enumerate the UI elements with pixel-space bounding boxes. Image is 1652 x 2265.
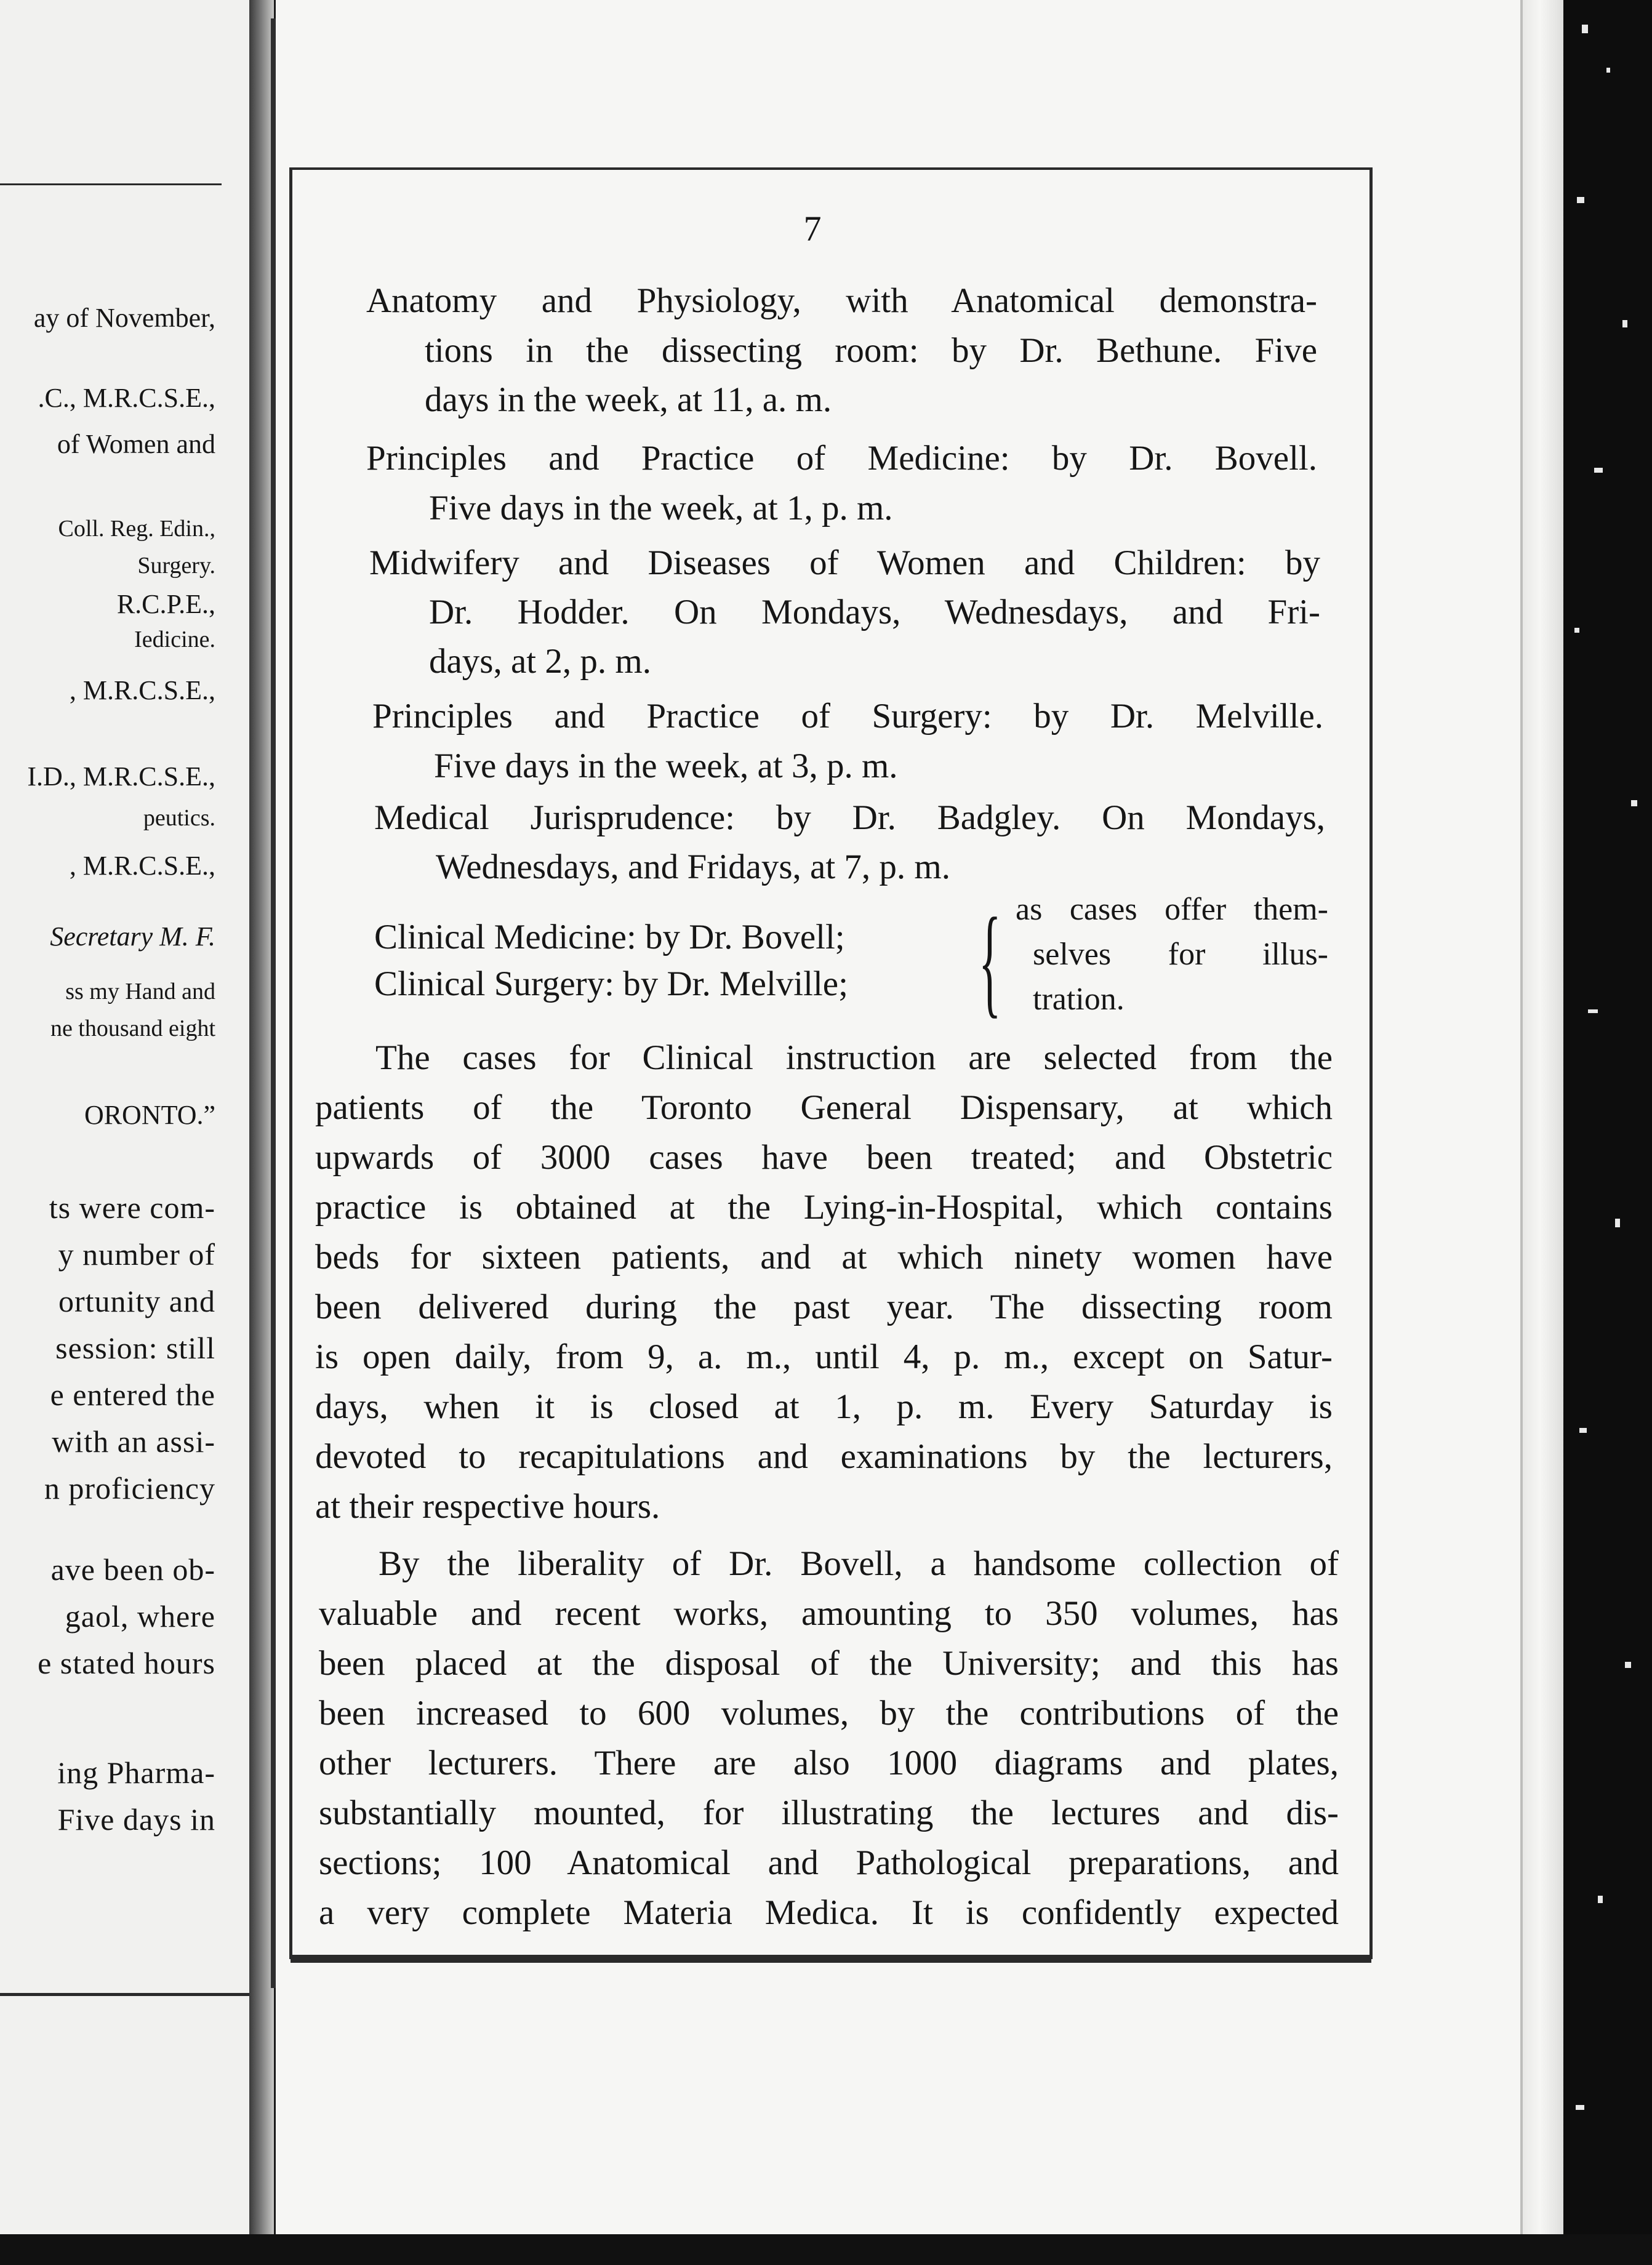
left-line: ay of November, bbox=[33, 303, 215, 333]
left-line: ing Pharma- bbox=[57, 1755, 215, 1790]
paragraph-2-line: been increased to 600 volumes, by the contributions of the bbox=[319, 1694, 1339, 1733]
paragraph-1-line: beds for sixteen patients, and at which ninety women have bbox=[315, 1238, 1333, 1277]
book-spine-line bbox=[271, 18, 276, 1988]
paragraph-2-line: a very complete Materia Medica. It is confidently expected bbox=[319, 1893, 1339, 1932]
lecture-midwifery-line-2: Dr. Hodder. On Mondays, Wednesdays, and Fri- bbox=[429, 593, 1320, 631]
clinical-note-line-2: selves for illus- bbox=[1033, 937, 1328, 972]
left-line: with an assi- bbox=[52, 1424, 215, 1459]
left-line: ss my Hand and bbox=[65, 979, 215, 1004]
left-line: session: still bbox=[55, 1331, 215, 1365]
paragraph-2-line: valuable and recent works, amounting to 350 volumes, has bbox=[319, 1594, 1339, 1633]
left-line: , M.R.C.S.E., bbox=[69, 675, 215, 705]
lecture-midwifery-line-3: days, at 2, p. m. bbox=[429, 642, 651, 681]
paragraph-1-line: at their respective hours. bbox=[315, 1487, 660, 1526]
paragraph-1-line: practice is obtained at the Lying-in-Hospital, which contains bbox=[315, 1188, 1333, 1227]
clinical-surgery: Clinical Surgery: by Dr. Melville; bbox=[374, 964, 848, 1003]
curly-brace-glyph: { bbox=[979, 893, 1001, 1029]
paragraph-1-line: been delivered during the past year. The dissecting room bbox=[315, 1288, 1333, 1326]
clinical-note-line-3: tration. bbox=[1033, 982, 1125, 1017]
book-spine-gutter bbox=[249, 0, 274, 2265]
lecture-jurisprudence-line-1: Medical Jurisprudence: by Dr. Badgley. On Mondays, bbox=[374, 798, 1325, 837]
left-line: I.D., M.R.C.S.E., bbox=[27, 761, 215, 792]
paragraph-1-line: patients of the Toronto General Dispensary, at which bbox=[315, 1088, 1333, 1127]
left-line: of Women and bbox=[57, 429, 215, 459]
left-line: .C., M.R.C.S.E., bbox=[38, 383, 215, 413]
lecture-anatomy-line-1: Anatomy and Physiology, with Anatomical demonstra- bbox=[366, 281, 1317, 320]
left-page-rule-bottom bbox=[0, 1993, 259, 1996]
left-line: , M.R.C.S.E., bbox=[69, 851, 215, 881]
lecture-medicine-line-1: Principles and Practice of Medicine: by Dr. Bovell. bbox=[366, 439, 1317, 478]
paragraph-1-line: days, when it is closed at 1, p. m. Every Saturday is bbox=[315, 1387, 1333, 1426]
left-line: Five days in bbox=[57, 1802, 215, 1837]
lecture-surgery-line-2: Five days in the week, at 3, p. m. bbox=[434, 747, 898, 785]
left-line: e entered the bbox=[50, 1377, 215, 1412]
paragraph-2-line: been placed at the disposal of the University; and this has bbox=[319, 1644, 1339, 1683]
lecture-jurisprudence-line-2: Wednesdays, and Fridays, at 7, p. m. bbox=[436, 848, 951, 886]
lecture-midwifery-line-1: Midwifery and Diseases of Women and Children: by bbox=[369, 543, 1320, 582]
left-line: n proficiency bbox=[44, 1471, 215, 1505]
paragraph-2-line: other lecturers. There are also 1000 diagrams and plates, bbox=[319, 1744, 1339, 1782]
paragraph-2-line: By the liberality of Dr. Bovell, a handsome collection of bbox=[379, 1544, 1339, 1583]
left-line: Coll. Reg. Edin., bbox=[58, 516, 215, 542]
scan-dark-border-bottom bbox=[0, 2234, 1652, 2265]
left-line: ne thousand eight bbox=[50, 1016, 215, 1041]
left-line: y number of bbox=[58, 1237, 215, 1272]
left-line: ts were com- bbox=[49, 1190, 215, 1225]
left-page-fragment bbox=[0, 0, 265, 2265]
left-line: peutics. bbox=[143, 805, 215, 831]
clinical-note-line-1: as cases offer them- bbox=[1016, 892, 1328, 927]
left-line: ave been ob- bbox=[50, 1552, 215, 1587]
scan-dark-border-right bbox=[1563, 0, 1652, 2265]
left-line: ortunity and bbox=[58, 1284, 215, 1318]
left-line: ORONTO.” bbox=[84, 1100, 215, 1130]
left-line: Secretary M. F. bbox=[50, 921, 215, 952]
left-line: R.C.P.E., bbox=[116, 589, 215, 619]
page-number: 7 bbox=[803, 209, 822, 249]
left-line: Surgery. bbox=[137, 553, 215, 579]
paragraph-1-line: devoted to recapitulations and examinations by the lecturers, bbox=[315, 1437, 1333, 1476]
clinical-medicine: Clinical Medicine: by Dr. Bovell; bbox=[374, 918, 845, 956]
paragraph-1-line: upwards of 3000 cases have been treated; and Obstetric bbox=[315, 1138, 1333, 1177]
paragraph-1-line: is open daily, from 9, a. m., until 4, p. m., except on Satur- bbox=[315, 1337, 1333, 1376]
page-edge bbox=[1520, 0, 1566, 2240]
left-page-rule-top bbox=[0, 183, 222, 185]
lecture-anatomy-line-3: days in the week, at 11, a. m. bbox=[425, 380, 832, 419]
paragraph-2-line: sections; 100 Anatomical and Pathological preparations, and bbox=[319, 1843, 1339, 1882]
lecture-medicine-line-2: Five days in the week, at 1, p. m. bbox=[429, 489, 893, 527]
lecture-surgery-line-1: Principles and Practice of Surgery: by Dr. Melville. bbox=[372, 697, 1323, 736]
left-line: gaol, where bbox=[65, 1599, 215, 1634]
lecture-anatomy-line-2: tions in the dissecting room: by Dr. Bethune. Five bbox=[425, 331, 1317, 370]
left-line: e stated hours bbox=[38, 1646, 215, 1680]
paragraph-2-line: substantially mounted, for illustrating the lectures and dis- bbox=[319, 1794, 1339, 1832]
paragraph-1-line: The cases for Clinical instruction are selected from the bbox=[375, 1038, 1333, 1077]
left-line: Iedicine. bbox=[134, 627, 215, 652]
